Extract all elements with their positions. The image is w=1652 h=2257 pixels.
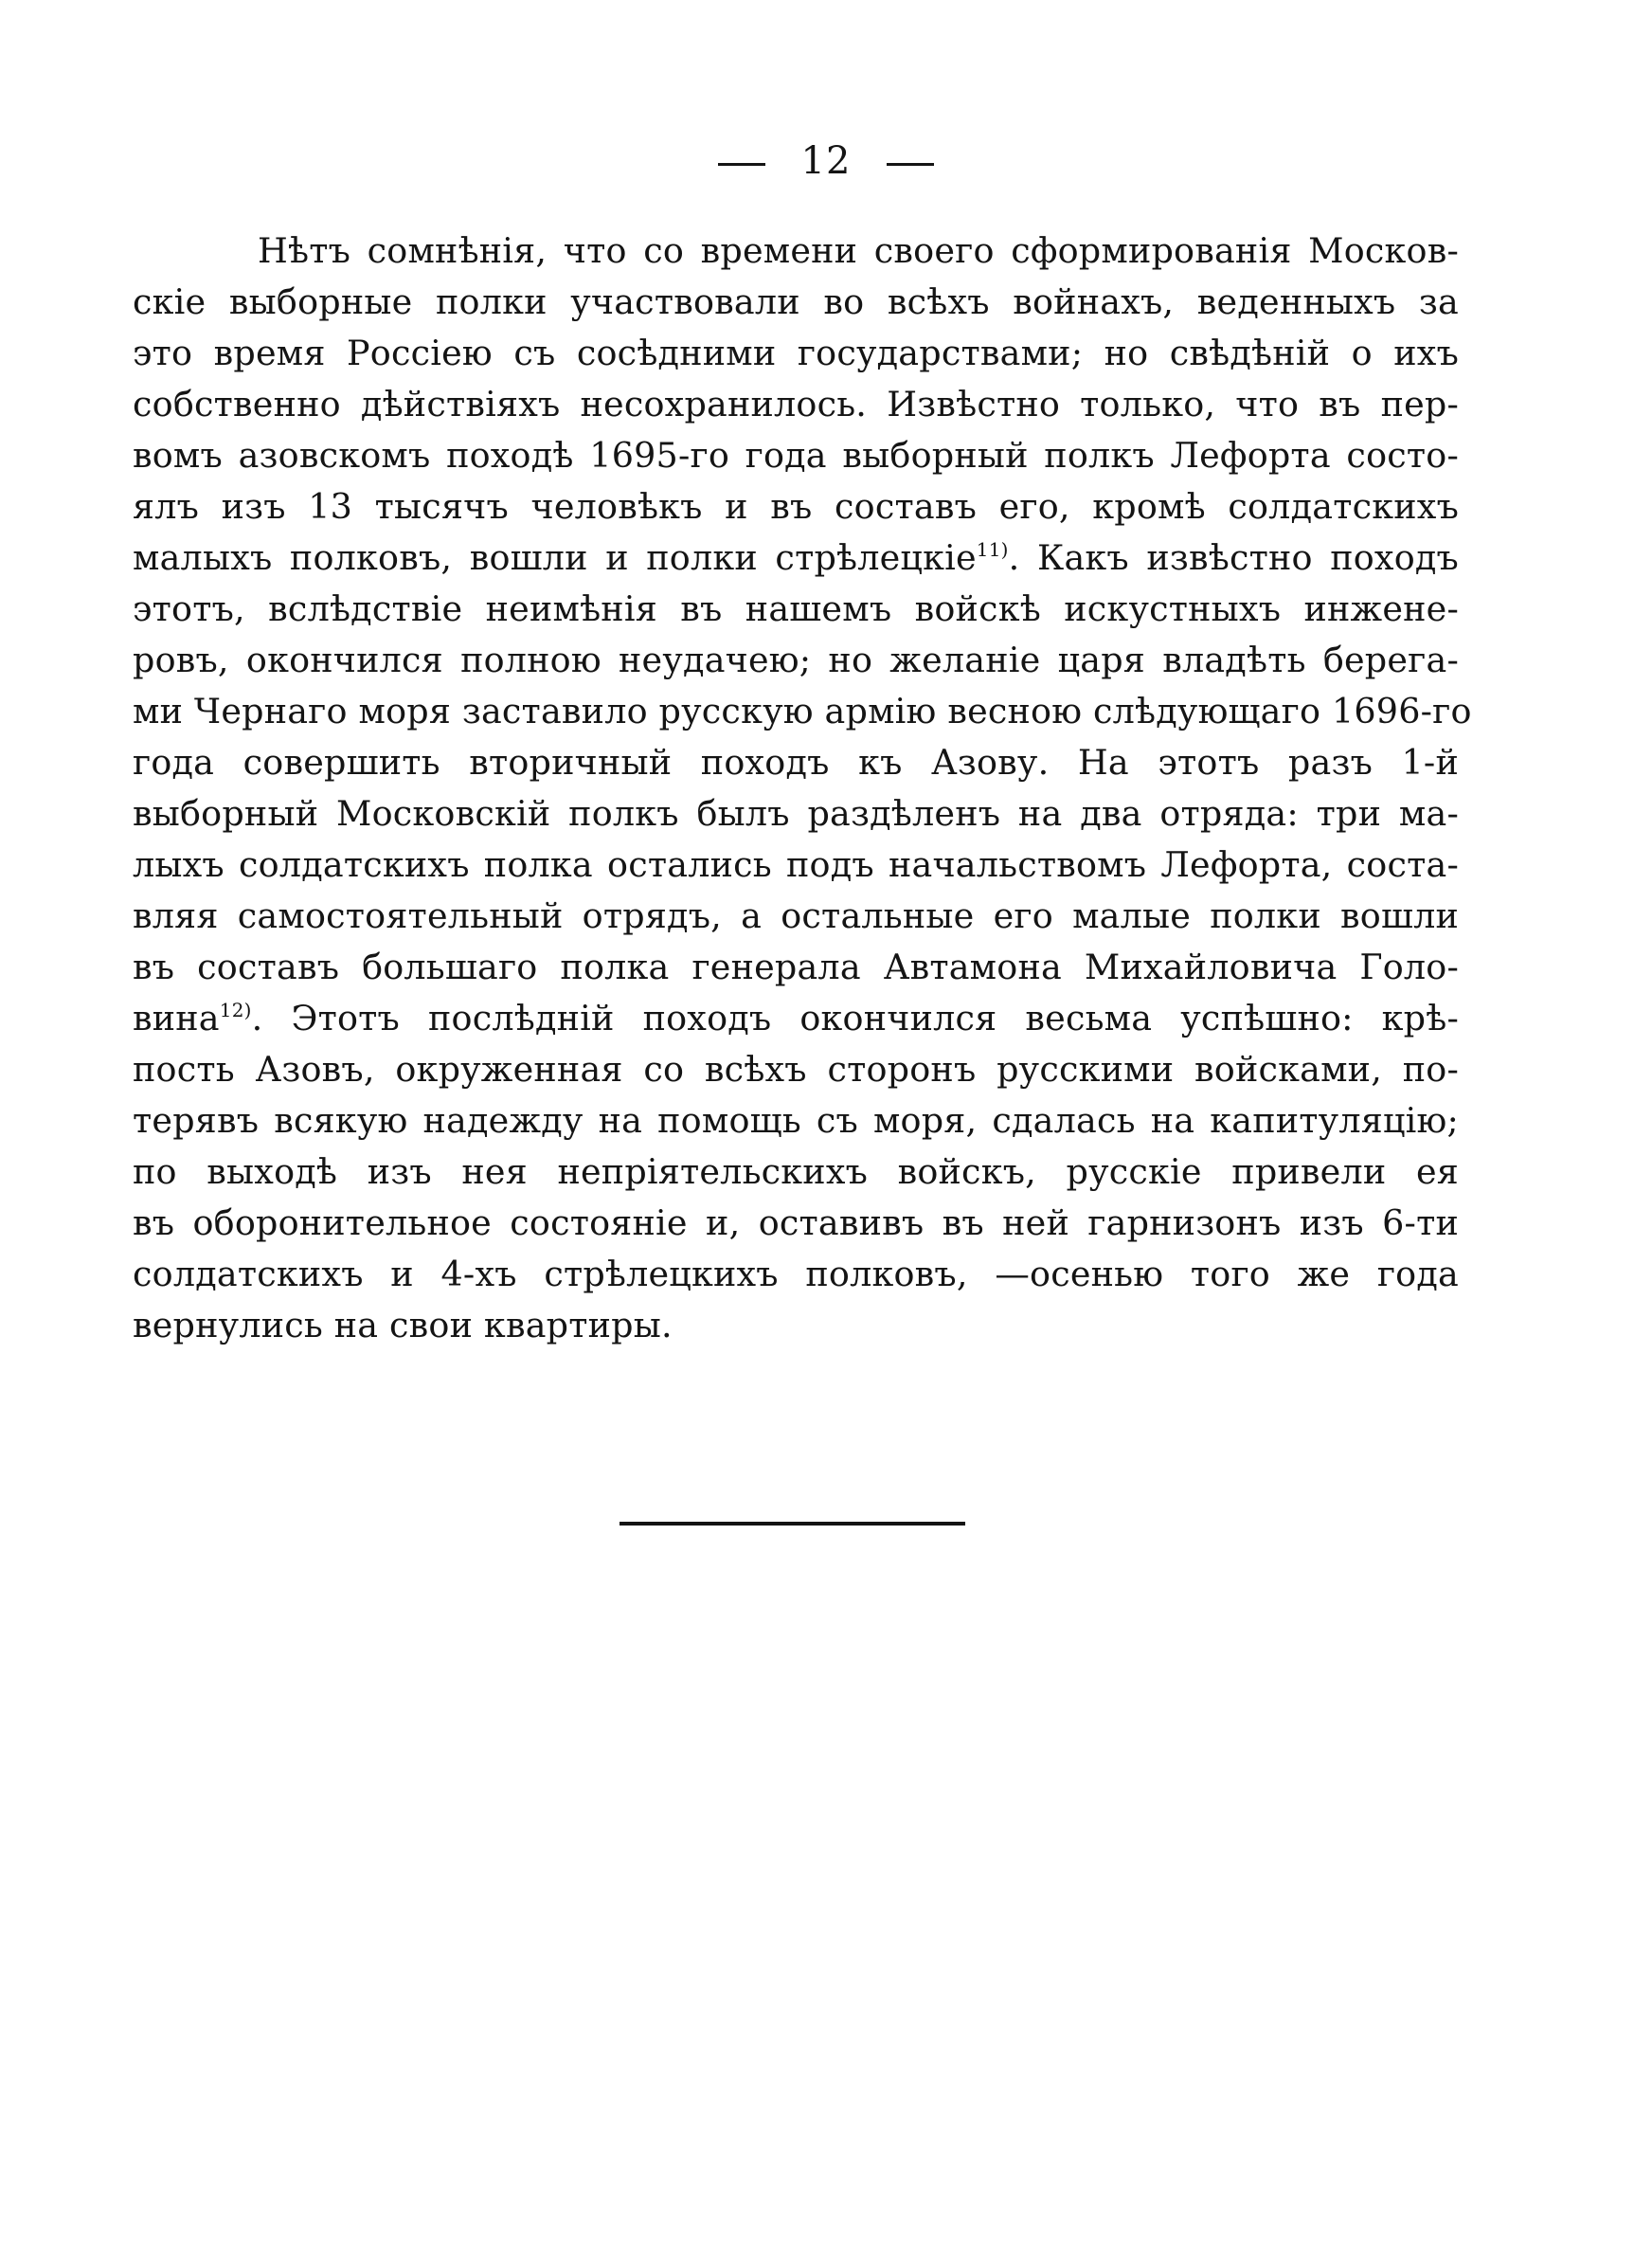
text-line-17: пость Азовъ, окруженная со всѣхъ сторонъ русскими войсками, по- — [133, 1049, 1459, 1090]
page-number-header — [0, 133, 1652, 190]
text-line-22: вернулись на свои квартиры. — [133, 1305, 673, 1345]
text-line-7: малыхъ полковъ, вошли и полки стрѣлецкіе$^{11)}$. Какъ извѣстно походъ — [133, 537, 1459, 578]
text-line-20: въ оборонительное состояніе и, оставивъ въ ней гарнизонъ изъ 6-ти — [133, 1202, 1459, 1243]
text-line-6: ялъ изъ 13 тысячъ человѣкъ и въ составъ его, кромѣ солдатскихъ — [133, 486, 1459, 527]
text-line-2: скіе выборные полки участвовали во всѣхъ войнахъ, веденныхъ за — [133, 281, 1459, 322]
page-number: 12 — [800, 139, 852, 183]
text-line-3: это время Россіею съ сосѣдними государствами; но свѣдѣній о ихъ — [133, 333, 1459, 373]
text-line-13: лыхъ солдатскихъ полка остались подъ начальствомъ Лефорта, соста- — [133, 844, 1459, 885]
text-line-4: собственно дѣйствіяхъ несохранилось. Извѣстно только, что въ пер- — [133, 384, 1459, 424]
text-line-8: этотъ, вслѣдствіе неимѣнія въ нашемъ войскѣ искустныхъ инжене- — [133, 588, 1459, 629]
right-dash — [887, 163, 934, 166]
footnote-ref-11: 11) — [976, 538, 1009, 561]
body-paragraph — [133, 226, 1472, 1351]
text-line-10: ми Чернаго моря заставило русскую армію весною слѣдующаго 1696-го — [133, 691, 1472, 731]
text-line-5: вомъ азовскомъ походѣ 1695-го года выборный полкъ Лефорта состо- — [133, 435, 1459, 476]
text-line-19: по выходѣ изъ нея непріятельскихъ войскъ, русскіе привели ея — [133, 1151, 1459, 1192]
text-line-15: въ составъ большаго полка генерала Автамона Михайловича Голо- — [133, 947, 1459, 987]
text-line-12: выборный Московскій полкъ былъ раздѣленъ на два отряда: три ма- — [133, 793, 1459, 834]
text-line-18: терявъ всякую надежду на помощь съ моря, сдалась на капитуляцію; — [133, 1100, 1459, 1141]
text-line-21: солдатскихъ и 4-хъ стрѣлецкихъ полковъ, —осенью того же года — [133, 1254, 1459, 1294]
footnote-ref-12: 12) — [219, 999, 252, 1021]
text-line-16: вина$^{12)}$. Этотъ послѣдній походъ окончился весьма успѣшно: крѣ- — [133, 998, 1459, 1038]
left-dash — [718, 163, 765, 166]
text-line-9: ровъ, окончился полною неудачею; но желаніе царя владѣть берега- — [133, 640, 1459, 680]
text-line-11: года совершить вторичный походъ къ Азову. На этотъ разъ 1-й — [133, 742, 1459, 783]
section-end-rule — [620, 1522, 965, 1526]
text-line-14: вляя самостоятельный отрядъ, а остальные его малые полки вошли — [133, 895, 1459, 936]
text-line-1: Нѣтъ сомнѣнія, что со времени своего сформированія Москов- — [258, 230, 1459, 271]
